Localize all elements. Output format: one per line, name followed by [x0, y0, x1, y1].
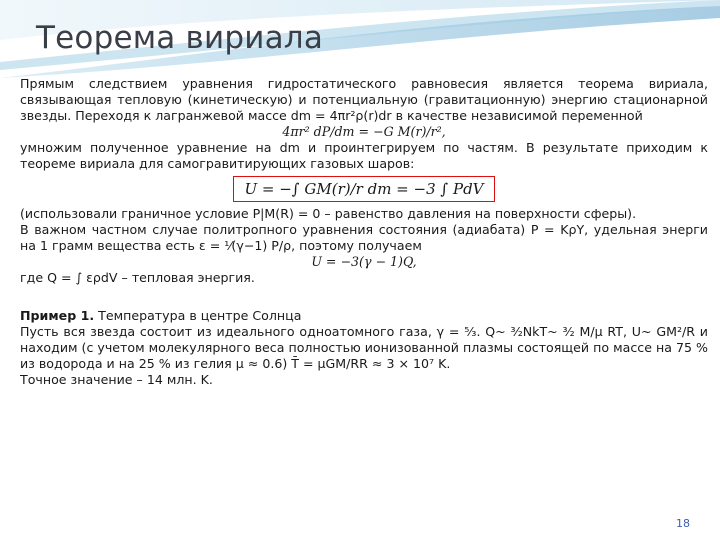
paragraph-integrate: умножим полученное уравнение на dm и проинтегрируем по частям. В результате приходим к теореме вириала для самогравитирующих газовых шаров: [20, 140, 708, 171]
example-title-rest: Температура в центре Солнца [94, 308, 302, 323]
header-decoration [0, 0, 720, 78]
equation-hydrostatic: 4πr² dP/dm = −G M(r)/r², [282, 124, 446, 139]
example-heading [20, 308, 708, 324]
paragraph-intro: Прямым следствием уравнения гидростатического равновесия является теорема вириала, связывающая тепловую (кинетическую) и потенциальную (гравитационную) энергию стационарной звезды. Переходя к лагранжевой массе dm = 4πr²ρ(r)dr в качестве независимой переменной [20, 76, 708, 123]
page-number: 18 [676, 517, 690, 530]
virial-equation: U = −∫ GM(r)/r dm = −3 ∫ PdV [233, 176, 494, 202]
virial-equation-box [20, 176, 708, 202]
paragraph-thermal-energy: где Q = ∫ ερdV – тепловая энергия. [20, 270, 255, 285]
paragraph-polytrope: В важном частном случае политропного уравнения состояния (адиабата) P = KρΥ, удельная энерги на 1 грамм вещества есть ε = ¹⁄(γ−1) P/ρ, поэтому получаем [20, 222, 708, 253]
paragraph-example: Пусть вся звезда состоит из идеального одноатомного газа, γ = ⁵⁄₃. Q~ ³⁄₂NkT~ ³⁄₂ M/μ RT, U~ GM²/R и находим (с учетом молекулярного веса полностью ионизованной плазмы состоящей по массе на 75 % из водорода и на 25 % из гелия μ ≈ 0.6) T̄ = μGM/RR ≈ 3 × 10⁷ K. [20, 324, 708, 371]
slide-body [20, 76, 708, 388]
paragraph-boundary: (использовали граничное условие P|M(R) = 0 – равенство давления на поверхности сферы). [20, 206, 637, 221]
equation-energy: U = −3(γ − 1)Q, [311, 254, 417, 269]
page-title: Теорема вириала [36, 20, 324, 56]
example-title: Пример 1. [20, 308, 95, 323]
paragraph-exact-value: Точное значение – 14 млн. K. [20, 372, 213, 387]
